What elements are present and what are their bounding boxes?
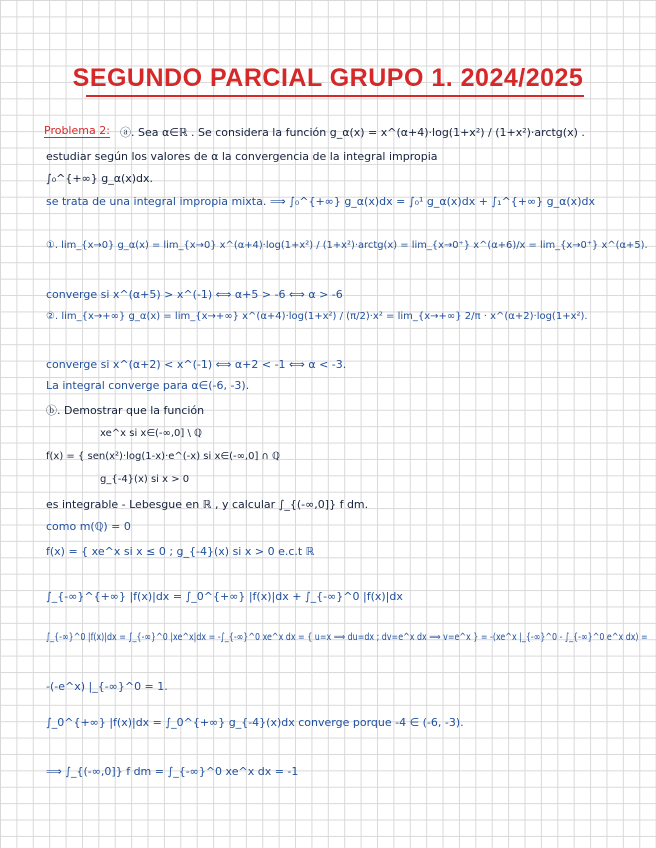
line-part-b: ⓑ. Demostrar que la función — [46, 404, 205, 417]
problem-label: Problema 2: — [44, 124, 110, 137]
line-mixed-integral: se trata de una integral impropia mixta. ⟹ ∫₀^{+∞} g_α(x)dx = ∫₀¹ g_α(x)dx + ∫₁^{+∞} g_α(x)dx — [46, 195, 595, 208]
line-integral: ∫₀^{+∞} g_α(x)dx. — [46, 172, 154, 185]
title-underline — [86, 95, 584, 97]
line-lebesgue: es integrable - Lebesgue en ℝ , y calcular ∫_{(-∞,0]} f dm. — [46, 498, 369, 511]
line-limit-2: ②. lim_{x→+∞} g_α(x) = lim_{x→+∞} x^(α+4)·log(1+x²) / (π/2)·x² = lim_{x→+∞} 2/π · x^(α+2)·log(1+x²). — [46, 311, 588, 322]
line-conclusion-a: La integral converge para α∈(-6, -3). — [46, 379, 250, 392]
piecewise-row-1: xe^x si x∈(-∞,0] \ ℚ — [100, 428, 202, 439]
line-positive-part: ∫_0^{+∞} |f(x)|dx = ∫_0^{+∞} g_{-4}(x)dx converge porque -4 ∈ (-6, -3). — [46, 716, 464, 729]
page-title: SEGUNDO PARCIAL GRUPO 1. 2024/2025 — [72, 64, 584, 92]
line-statement-b: estudiar según los valores de α la convergencia de la integral impropia — [46, 150, 438, 163]
line-converge-2: converge si x^(α+2) < x^(-1) ⟺ α+2 < -1 ⟺ α < -3. — [46, 358, 347, 371]
line-split: ∫_{-∞}^{+∞} |f(x)|dx = ∫_0^{+∞} |f(x)|dx + ∫_{-∞}^0 |f(x)|dx — [46, 590, 403, 603]
line-result: -(-e^x) |_{-∞}^0 = 1. — [46, 680, 168, 693]
line-limit-1: ①. lim_{x→0} g_α(x) = lim_{x→0} x^(α+4)·log(1+x²) / (1+x²)·arctg(x) = lim_{x→0⁺} x^(α+6)/x = lim_{x→0⁺} x^(α+5). — [46, 240, 648, 251]
line-parts: ∫_{-∞}^0 |f(x)|dx = ∫_{-∞}^0 |xe^x|dx = -∫_{-∞}^0 xe^x dx = { u=x ⟹ du=dx ; dv=e^x dx ⟹ v=e^x } = -(xe^x |_{-∞}^0 - ∫_{-∞}^0 e^x dx) = — [46, 632, 648, 643]
line-converge-1: converge si x^(α+5) > x^(-1) ⟺ α+5 > -6 ⟺ α > -6 — [46, 288, 343, 301]
line-f-def: f(x) = { xe^x si x ≤ 0 ; g_{-4}(x) si x > 0 e.c.t ℝ — [46, 545, 315, 558]
line-final: ⟹ ∫_{(-∞,0]} f dm = ∫_{-∞}^0 xe^x dx = -1 — [46, 765, 299, 778]
line-statement-a: ⓐ. Sea α∈ℝ . Se considera la función g_α(x) = x^(α+4)·log(1+x²) / (1+x²)·arctg(x) . — [120, 126, 585, 139]
piecewise-row-2: f(x) = { sen(x²)·log(1-x)·e^(-x) si x∈(-∞,0] ∩ ℚ — [46, 451, 280, 462]
piecewise-row-3: g_{-4}(x) si x > 0 — [100, 474, 190, 485]
line-measure: como m(ℚ) = 0 — [46, 520, 131, 533]
